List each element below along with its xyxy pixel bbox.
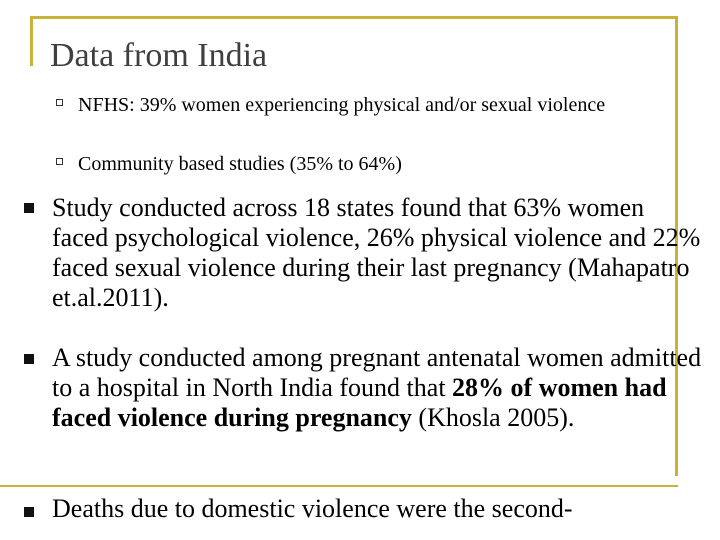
square-bullet-icon	[24, 354, 34, 364]
bullet-text-emphasis: 28% of women had faced violence during pregnancy	[52, 373, 667, 432]
square-bullet-icon	[24, 507, 34, 517]
bullet-text-plain: (Khosla 2005).	[411, 403, 575, 432]
sub-bullet-text: NFHS: 39% women experiencing physical and/or sexual violence	[78, 94, 606, 116]
slide-frame-top	[30, 16, 678, 19]
sub-bullet-text: Community based studies (35% to 64%)	[78, 153, 402, 175]
hollow-square-bullet-icon	[56, 99, 63, 106]
bullet-text: Study conducted across 18 states found that 63% women faced psychological violence, 26% physical violence and 22% faced sexual violence during their last pregnancy (Mahapatro et.al.2011).	[52, 193, 701, 312]
slide-frame-bottom	[0, 485, 678, 487]
slide-title: Data from India	[50, 37, 268, 74]
hollow-square-bullet-icon	[56, 158, 63, 165]
slide-frame-left	[30, 16, 33, 66]
bullet-text-plain: A study conducted among pregnant antenatal women admitted to a hospital in North India found that	[52, 343, 702, 402]
bullet-text	[52, 343, 702, 433]
bullet-text: Deaths due to domestic violence were the second-	[52, 494, 573, 523]
square-bullet-icon	[24, 203, 34, 213]
